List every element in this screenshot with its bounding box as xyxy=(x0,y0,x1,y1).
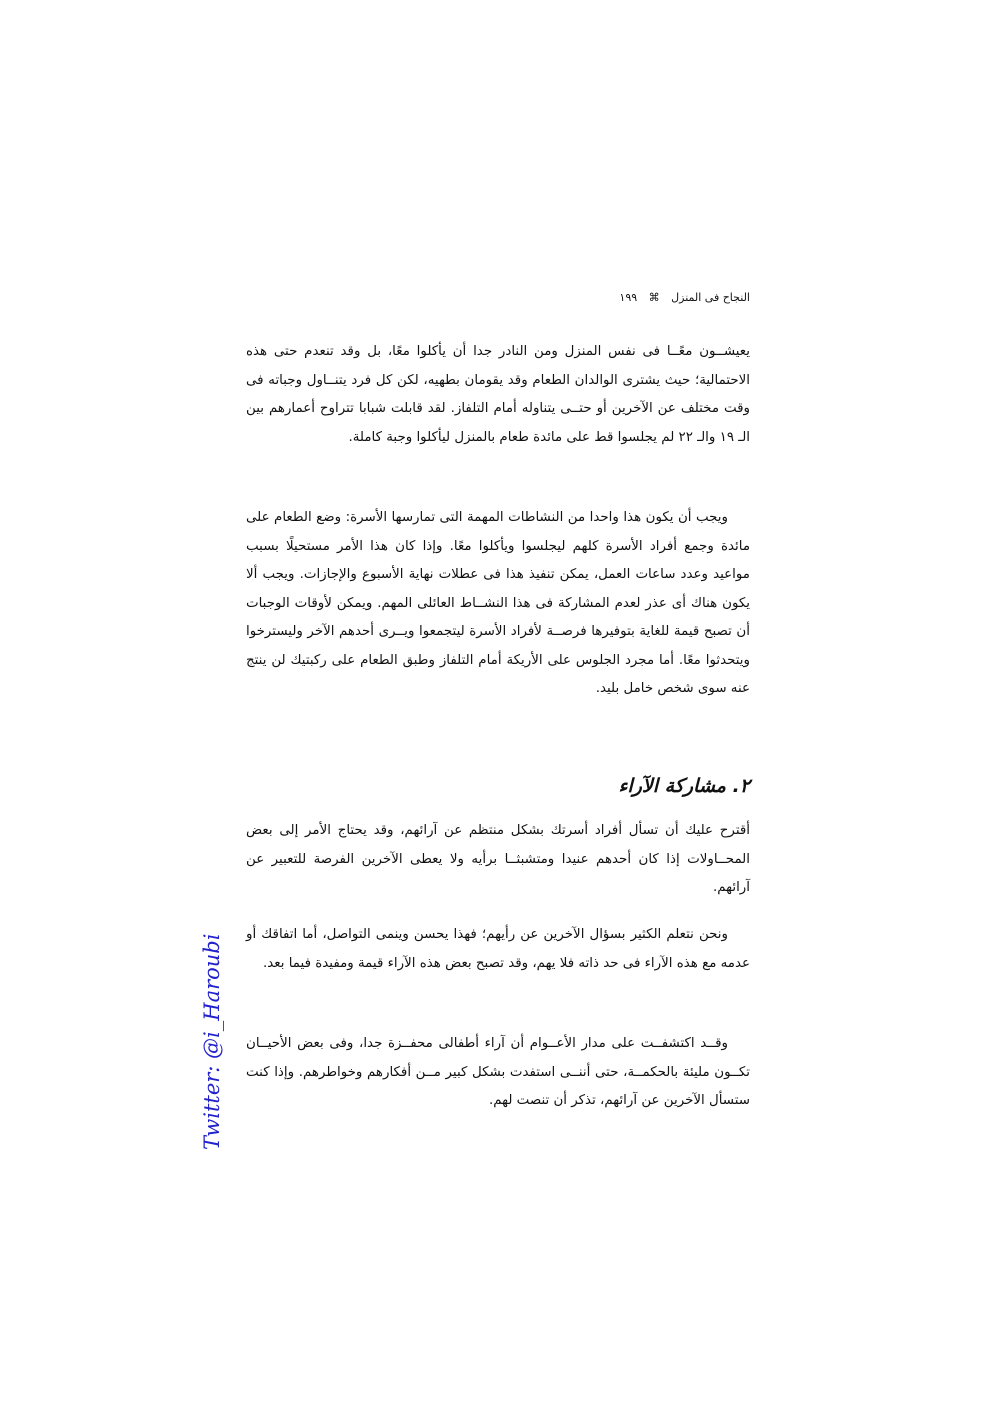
section-paragraph-3 xyxy=(246,1030,750,1116)
paragraph-text: ويجب أن يكون هذا واحدا من النشاطات المهمة التى تمارسها الأسرة: وضع الطعام على مائدة وجمع أفراد الأسرة كلهم ليجلسوا ويأكلوا معًا. وإذا كان هذا الأمر مستحيلًا بسبب مواعيد وعدد ساعات العمل، يمكن تنفيذ هذا فى عطلات نهاية الأسبوع والإجازات. ويجب ألا يكون هناك أى عذر لعدم المشاركة فى هذا النشــاط العائلى المهم. ويمكن لأوقات الوجبات أن تصبح قيمة للغاية بتوفيرها فرصــة لأفراد الأسرة ليتجمعوا ويــرى أحدهم الآخر وليسترخوا ويتحدثوا معًا. أما مجرد الجلوس على الأريكة أمام التلفاز وطبق الطعام على ركبتيك لن ينتج عنه سوى شخص خامل بليد. xyxy=(246,510,750,696)
header-title: النجاح فى المنزل xyxy=(671,291,750,304)
paragraph-2 xyxy=(246,504,750,704)
page-number: ١٩٩ xyxy=(619,291,638,304)
paragraph-text: أقترح عليك أن تسأل أفراد أسرتك بشكل منتظم عن آرائهم، وقد يحتاج الأمر إلى بعض المحــاولات إذا كان أحدهم عنيدا ومتشبثــا برأيه ولا يعطى الآخرين الفرصة للتعبير عن آرائهم. xyxy=(246,823,750,895)
section-paragraph-2 xyxy=(246,921,750,978)
ornament-icon: ⌘ xyxy=(648,291,660,304)
running-header xyxy=(246,290,750,306)
section-paragraph-1 xyxy=(246,817,750,903)
paragraph-text: وقــد اكتشفــت على مدار الأعــوام أن آراء أطفالى محفــزة جدا، وفى بعض الأحيــان تكــون مليئة بالحكمــة، حتى أننــى استفدت بشكل كبير مــن أفكارهم وخواطرهم. وإذا كنت ستسأل الآخرين عن آرائهم، تذكر أن تنصت لهم. xyxy=(246,1036,750,1108)
paragraph-1 xyxy=(246,338,750,452)
section-heading: ٢. مشاركة الآراء xyxy=(618,775,750,797)
twitter-watermark: Twitter: @i_Haroubi xyxy=(200,933,224,1150)
paragraph-text: يعيشــون معًــا فى نفس المنزل ومن النادر جدا أن يأكلوا معًا، بل وقد تنعدم حتى هذه الاحتمالية؛ حيث يشترى الوالدان الطعام وقد يقومان بطهيه، لكن كل فرد يتنــاول وجباته فى وقت مختلف عن الآخرين أو حتــى يتناوله أمام التلفاز. لقد قابلت شبابا تتراوح أعمارهم بين الـ ١٩ والـ ٢٢ لم يجلسوا قط على مائدة طعام بالمنزل ليأكلوا وجبة كاملة. xyxy=(246,344,750,445)
paragraph-text: ونحن نتعلم الكثير بسؤال الآخرين عن رأيهم؛ فهذا يحسن وينمى التواصل، أما اتفاقك أو عدمه مع هذه الآراء فى حد ذاته فلا يهم، وقد تصبح بعض هذه الآراء قيمة ومفيدة فيما بعد. xyxy=(246,927,750,971)
